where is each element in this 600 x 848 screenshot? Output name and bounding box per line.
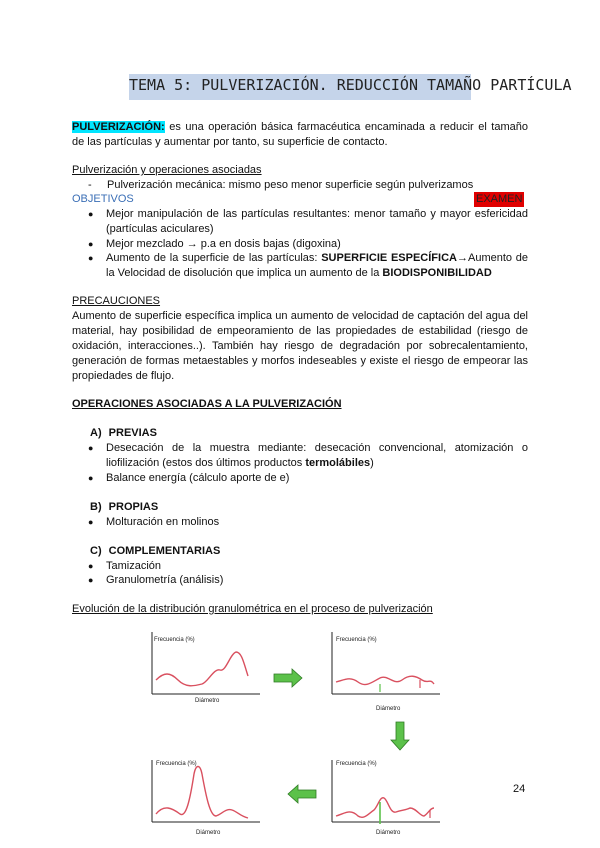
bullet-icon: ●: [88, 239, 94, 249]
objetivo-3-pre: Aumento de la superficie de las partículas:: [106, 252, 322, 264]
title-banner: [129, 74, 572, 100]
section-b-title: [90, 500, 158, 515]
section-b-text: PROPIAS: [108, 501, 159, 513]
list-item: [72, 471, 528, 486]
list-item: [72, 515, 528, 530]
list-item: [72, 207, 528, 237]
list-item: [72, 559, 528, 574]
superficie-especifica: SUPERFICIE ESPECÍFICA: [321, 252, 457, 264]
arrow-down-icon: [391, 722, 409, 750]
bullet-icon: ●: [88, 443, 94, 453]
section-c-title: [90, 544, 220, 559]
panel-2-plot: [332, 632, 440, 712]
objetivo-1: Mejor manipulación de las partículas resultantes: menor tamaño y mayor esfericidad (partículas aciculares): [106, 208, 528, 235]
panel-3-plot: [332, 760, 440, 836]
section-a-text: PREVIAS: [108, 427, 157, 439]
panel-4-curve: [156, 767, 248, 819]
bullet-icon: ●: [88, 209, 94, 219]
propia-1: Molturación en molinos: [106, 516, 220, 528]
section-c-text: COMPLEMENTARIAS: [108, 545, 221, 557]
previa-1: [106, 441, 528, 471]
panel-2-ylabel: Frecuencia (%): [336, 637, 377, 643]
objetivo-3-mid: →Aumento de la Velocidad de disolución que implica un aumento de la: [106, 252, 528, 279]
arrow-left-icon: [288, 785, 316, 803]
section-c-label: C): [90, 545, 102, 557]
dash-item-text: Pulverización mecánica: mismo peso menor superficie según pulverizamos: [107, 179, 474, 191]
precauciones-heading: PRECAUCIONES: [72, 295, 161, 307]
objetivo-2: Mejor mezclado → p.a en dosis bajas (digoxina): [106, 238, 341, 250]
previa-2: Balance energía (cálculo aporte de e): [106, 472, 290, 484]
panel-3-xlabel: Diámetro: [376, 830, 401, 836]
biodisponibilidad: BIODISPONIBILIDAD: [382, 267, 492, 279]
intro-text: es una operación básica farmacéutica encaminada a reducir el tamaño de las partículas y aumentar por tanto, su superficie de contacto.: [72, 121, 528, 148]
previa-1-post: ): [370, 457, 374, 469]
termolabiles: termolábiles: [305, 457, 371, 469]
bullet-icon: ●: [88, 473, 94, 483]
list-item: [72, 237, 528, 252]
bullet-icon: ●: [88, 561, 94, 571]
page-title: TEMA 5: PULVERIZACIÓN. REDUCCIÓN TAMAÑO PARTÍCULA: [129, 76, 572, 94]
panel-1-ylabel: Frecuencia (%): [154, 637, 195, 643]
panel-3-ylabel: Frecuencia (%): [336, 761, 377, 767]
dash-symbol: -: [88, 179, 92, 191]
complementaria-2: Granulometría (análisis): [106, 574, 224, 586]
dash-item: [88, 178, 528, 193]
section-a-title: [90, 426, 157, 441]
objetivo-3: [106, 251, 528, 281]
panel-4-xlabel: Diámetro: [196, 830, 221, 836]
panel-1-curve: [156, 652, 248, 686]
page-number: 24: [513, 783, 526, 795]
panel-4-plot: [152, 760, 260, 836]
list-item: [72, 441, 528, 471]
objetivos-label: OBJETIVOS: [72, 193, 134, 205]
section-a-label: A): [90, 427, 102, 439]
list-item: [72, 573, 528, 588]
bullet-icon: ●: [88, 253, 94, 263]
arrow-right-icon: [274, 669, 302, 687]
intro-term: PULVERIZACIÓN:: [72, 121, 165, 133]
intro-paragraph: [72, 120, 528, 150]
previa-1-pre: Desecación de la muestra mediante: desecación convencional, atomización o liofilización (estos dos últimos productos: [106, 442, 528, 469]
panel-1-xlabel: Diámetro: [195, 698, 220, 704]
panel-4-ylabel: Frecuencia (%): [156, 761, 197, 767]
operaciones-heading: OPERACIONES ASOCIADAS A LA PULVERIZACIÓN: [72, 398, 342, 410]
panel-2-curve: [336, 676, 434, 684]
section-b-label: B): [90, 501, 102, 513]
section-heading-pulverizacion: Pulverización y operaciones asociadas: [72, 164, 262, 176]
list-item: [72, 251, 528, 281]
complementaria-1: Tamización: [106, 560, 162, 572]
panel-3-curve: [336, 798, 434, 818]
granulometry-figure: [140, 624, 460, 846]
precauciones-text: Aumento de superficie específica implica un aumento de velocidad de captación del agua del material, hay posibilidad de empeoramiento de las propiedades de estabilidad (riesgo de oxidación, interacciones..). También hay riesgo de degradación por sobrecalentamiento, generación de formas metaestables y morfos indeseables y existe el riesgo de empeorar las propiedades de flujo.: [72, 310, 528, 382]
examen-badge: EXAMEN: [476, 193, 523, 205]
bullet-icon: ●: [88, 575, 94, 585]
panel-2-xlabel: Diámetro: [376, 706, 401, 712]
panel-1-plot: [152, 632, 260, 704]
bullet-icon: ●: [88, 517, 94, 527]
evolucion-heading: Evolución de la distribución granulométrica en el proceso de pulverización: [72, 603, 433, 615]
